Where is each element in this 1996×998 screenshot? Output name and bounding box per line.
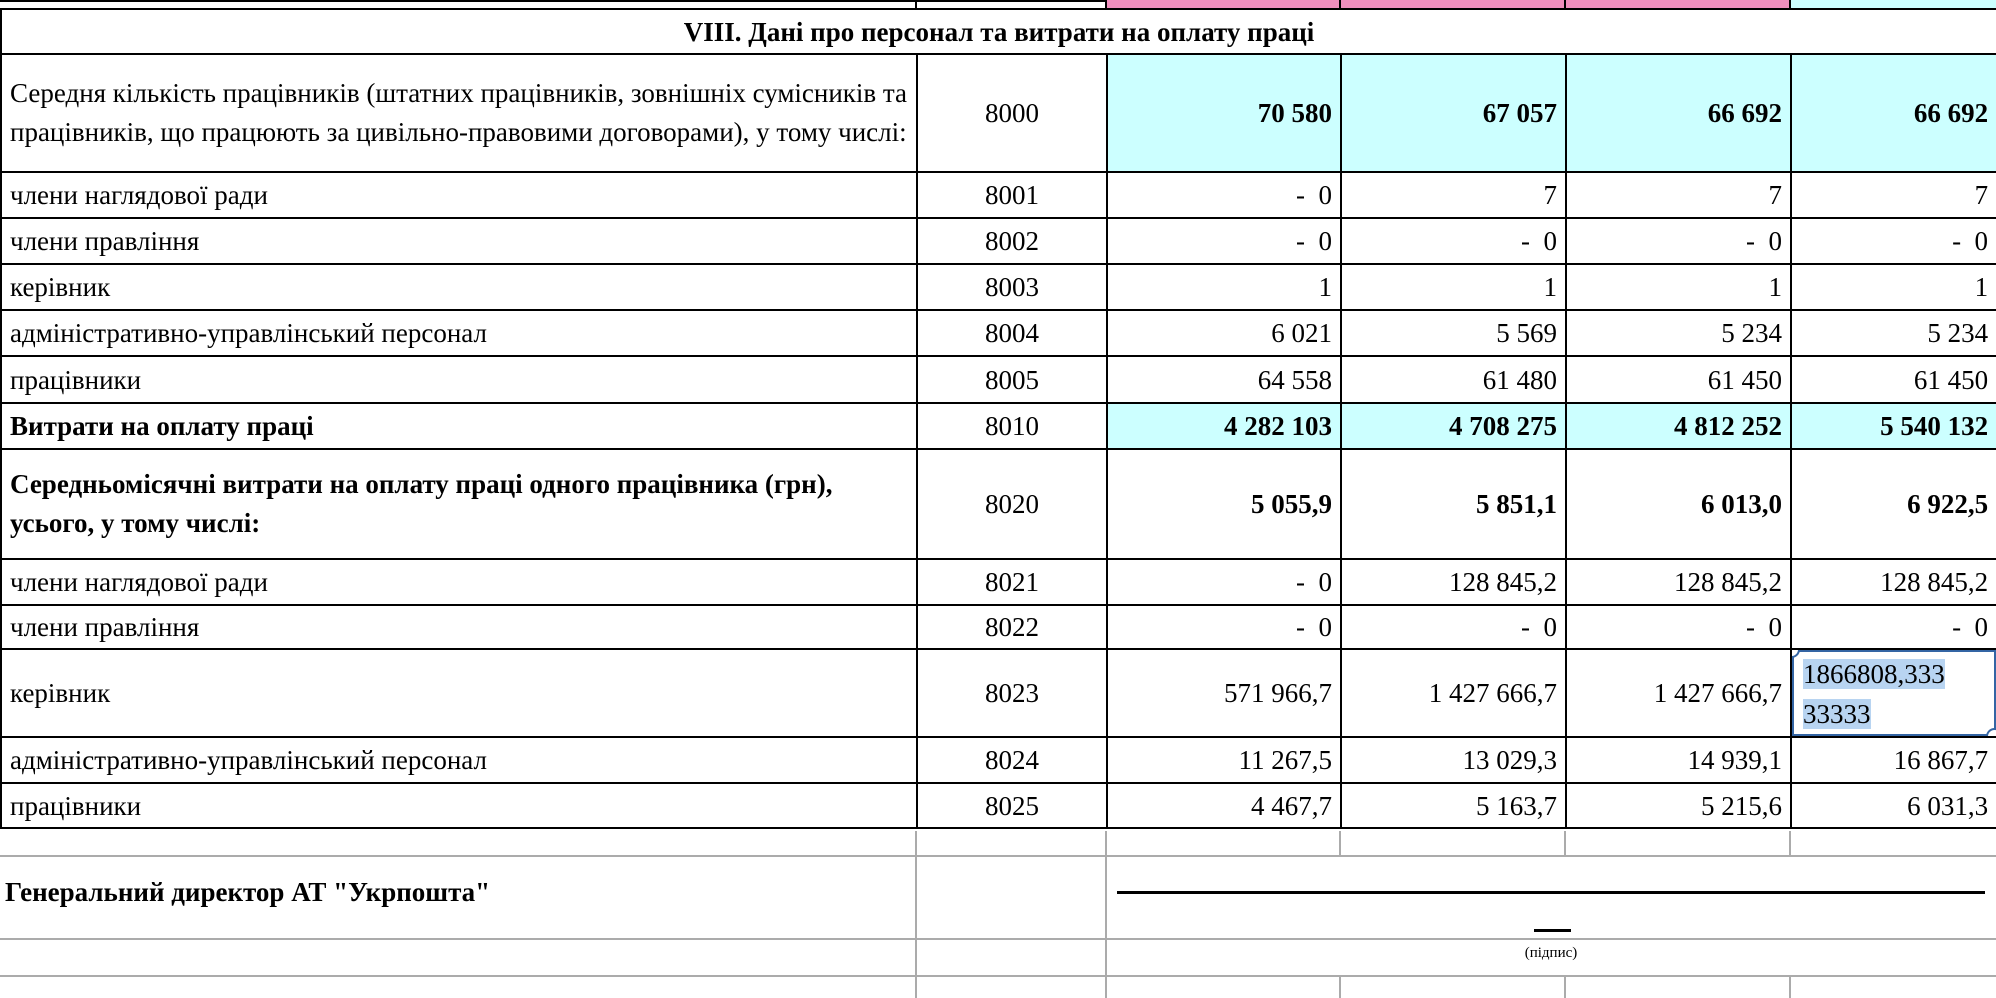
signature-dash — [1534, 929, 1571, 932]
cell-label[interactable]: члени правління — [1, 605, 917, 649]
border-fragment — [1564, 0, 1566, 8]
cell-value[interactable]: - 0 — [1107, 605, 1341, 649]
border-fragment — [1105, 0, 1107, 8]
table-row-8022 — [1, 605, 1996, 649]
border-fragment — [915, 0, 917, 8]
cell-value[interactable]: 571 966,7 — [1107, 649, 1341, 737]
cell-value[interactable]: 128 845,2 — [1566, 559, 1791, 605]
highlighted-text-line: 33333 — [1803, 699, 1871, 729]
label-part-normal: (штатних працівників, зовнішніх сумісників та працівників, що працюють за цивільно-правовими договорами) — [10, 78, 908, 147]
cell-edit-text[interactable] — [1800, 652, 1988, 734]
cell-value[interactable]: - 0 — [1107, 559, 1341, 605]
cell-value[interactable]: - 0 — [1566, 218, 1791, 264]
label-part-bold: Середня кількість працівників — [10, 78, 367, 108]
cell-value[interactable]: 5 540 132 — [1791, 403, 1996, 449]
cell-value[interactable]: 5 851,1 — [1341, 449, 1566, 559]
cell-value[interactable]: 128 845,2 — [1341, 559, 1566, 605]
cell-code[interactable]: 8002 — [917, 218, 1107, 264]
gridline — [1789, 975, 1791, 998]
cell-code[interactable]: 8004 — [917, 310, 1107, 356]
footer-signature-area — [0, 831, 1996, 998]
table-row-8002 — [1, 218, 1996, 264]
table-row-8000 — [1, 54, 1996, 172]
gridline — [915, 855, 917, 938]
cell-value[interactable]: - 0 — [1341, 218, 1566, 264]
highlighted-text-line: 1866808,333 — [1803, 659, 1945, 689]
signatory-title[interactable]: Генеральний директор АТ "Укрпошта" — [5, 877, 491, 907]
cell-value[interactable]: 5 234 — [1791, 310, 1996, 356]
section-title-row — [1, 9, 1996, 54]
cell-label[interactable]: керівник — [1, 264, 917, 310]
gridline — [1789, 831, 1791, 855]
cell-value[interactable]: 6 013,0 — [1566, 449, 1791, 559]
cell-value[interactable]: 5 569 — [1341, 310, 1566, 356]
cell-code[interactable]: 8005 — [917, 356, 1107, 403]
selected-cell-editing[interactable] — [1791, 649, 1996, 737]
cell-label[interactable]: працівники — [1, 356, 917, 403]
cell-value[interactable]: 6 031,3 — [1791, 783, 1996, 828]
cell-label[interactable]: члени правління — [1, 218, 917, 264]
cell-value[interactable]: 128 845,2 — [1791, 559, 1996, 605]
table-row-8010 — [1, 403, 1996, 449]
table-row-8001 — [1, 172, 1996, 218]
personnel-costs-table — [0, 8, 1996, 829]
cell-code[interactable]: 8020 — [917, 449, 1107, 559]
cell-value[interactable]: 11 267,5 — [1107, 737, 1341, 783]
gridline — [0, 938, 1996, 940]
gridline — [1105, 831, 1107, 855]
cell-value[interactable]: 5 163,7 — [1341, 783, 1566, 828]
table-row-8024 — [1, 737, 1996, 783]
cell-value[interactable]: 4 467,7 — [1107, 783, 1341, 828]
cell-value[interactable]: 61 480 — [1341, 356, 1566, 403]
cell-value[interactable]: 6 922,5 — [1791, 449, 1996, 559]
cell-value[interactable]: 1 427 666,7 — [1341, 649, 1566, 737]
cell-value[interactable]: 6 021 — [1107, 310, 1341, 356]
cell-value[interactable]: 1 — [1791, 264, 1996, 310]
gridline — [1564, 831, 1566, 855]
gridline — [1564, 975, 1566, 998]
cell-value[interactable]: 7 — [1791, 172, 1996, 218]
cell-label[interactable]: працівники — [1, 783, 917, 828]
border-fragment — [1339, 0, 1341, 8]
cell-value[interactable]: - 0 — [1107, 218, 1341, 264]
gridline — [1105, 975, 1107, 998]
cell-value[interactable]: 7 — [1566, 172, 1791, 218]
cell-fragment-cyan[interactable] — [1790, 0, 1996, 8]
gridline — [1339, 831, 1341, 855]
signature-line — [1117, 891, 1985, 894]
cell-label[interactable]: Витрати на оплату праці — [1, 403, 917, 449]
cell-label[interactable]: члени наглядової ради — [1, 559, 917, 605]
cell-label[interactable]: адміністративно-управлінський персонал — [1, 310, 917, 356]
gridline — [915, 831, 917, 855]
border-fragment — [0, 0, 1106, 2]
cell-label[interactable]: керівник — [1, 649, 917, 737]
cell-value[interactable]: 4 708 275 — [1341, 403, 1566, 449]
border-fragment — [1789, 0, 1791, 8]
gridline — [0, 975, 1996, 977]
cell-code[interactable]: 8003 — [917, 264, 1107, 310]
cell-value[interactable]: - 0 — [1791, 605, 1996, 649]
table-row-8023 — [1, 649, 1996, 737]
cell-value[interactable]: 13 029,3 — [1341, 737, 1566, 783]
cell-value[interactable]: 1 427 666,7 — [1566, 649, 1791, 737]
cell-code[interactable]: 8023 — [917, 649, 1107, 737]
table-row-8005 — [1, 356, 1996, 403]
cell-value[interactable]: - 0 — [1341, 605, 1566, 649]
table-row-8003 — [1, 264, 1996, 310]
cell-value[interactable]: - 0 — [1107, 172, 1341, 218]
gridline — [915, 938, 917, 975]
cell-value[interactable]: 64 558 — [1107, 356, 1341, 403]
cell-code[interactable]: 8022 — [917, 605, 1107, 649]
cell-label[interactable] — [1, 54, 917, 172]
table-row-8020 — [1, 449, 1996, 559]
cell-code[interactable]: 8021 — [917, 559, 1107, 605]
cell-value[interactable]: 14 939,1 — [1566, 737, 1791, 783]
table-row-8004 — [1, 310, 1996, 356]
cell-value[interactable]: 5 055,9 — [1107, 449, 1341, 559]
cell-value[interactable]: 1 — [1566, 264, 1791, 310]
signature-caption: (підпис) — [1524, 945, 1578, 961]
cell-label[interactable]: Середньомісячні витрати на оплату праці одного працівника (грн), усього, у тому числі: — [1, 449, 917, 559]
cell-value[interactable]: 1 — [1107, 264, 1341, 310]
gridline — [0, 855, 1996, 857]
cell-value[interactable]: 16 867,7 — [1791, 737, 1996, 783]
label-part-bold: , у тому числі: — [742, 117, 907, 147]
cell-value[interactable]: - 0 — [1566, 605, 1791, 649]
cell-value[interactable]: 7 — [1341, 172, 1566, 218]
table-row-8025 — [1, 783, 1996, 828]
cell-code[interactable]: 8001 — [917, 172, 1107, 218]
cell-code[interactable]: 8000 — [917, 54, 1107, 172]
selection-handle-top-left[interactable] — [1791, 649, 1800, 658]
cell-fragment-pink-2[interactable] — [1340, 0, 1565, 8]
gridline — [915, 975, 917, 998]
gridline — [1339, 975, 1341, 998]
cell-value[interactable]: 67 057 — [1341, 54, 1566, 172]
table-row-8021 — [1, 559, 1996, 605]
cell-label[interactable]: члени наглядової ради — [1, 172, 917, 218]
cell-value[interactable]: 4 812 252 — [1566, 403, 1791, 449]
cell-value[interactable]: 5 234 — [1566, 310, 1791, 356]
gridline — [1105, 855, 1107, 938]
cell-value[interactable]: 61 450 — [1791, 356, 1996, 403]
cell-code[interactable]: 8025 — [917, 783, 1107, 828]
cell-value[interactable]: 4 282 103 — [1107, 403, 1341, 449]
cell-value[interactable]: 66 692 — [1791, 54, 1996, 172]
section-title-cell[interactable]: VIII. Дані про персонал та витрати на оплату праці — [1, 9, 1996, 54]
cell-code[interactable]: 8024 — [917, 737, 1107, 783]
cell-label[interactable]: адміністративно-управлінський персонал — [1, 737, 917, 783]
cell-value[interactable]: 66 692 — [1566, 54, 1791, 172]
cell-value[interactable]: 5 215,6 — [1566, 783, 1791, 828]
cell-fragment-pink-1[interactable] — [1106, 0, 1340, 8]
cell-value[interactable]: - 0 — [1791, 218, 1996, 264]
cell-value[interactable]: 61 450 — [1566, 356, 1791, 403]
cell-value[interactable]: 1 — [1341, 264, 1566, 310]
cell-code[interactable]: 8010 — [917, 403, 1107, 449]
cell-fragment-pink-3[interactable] — [1565, 0, 1790, 8]
cell-value[interactable]: 70 580 — [1107, 54, 1341, 172]
